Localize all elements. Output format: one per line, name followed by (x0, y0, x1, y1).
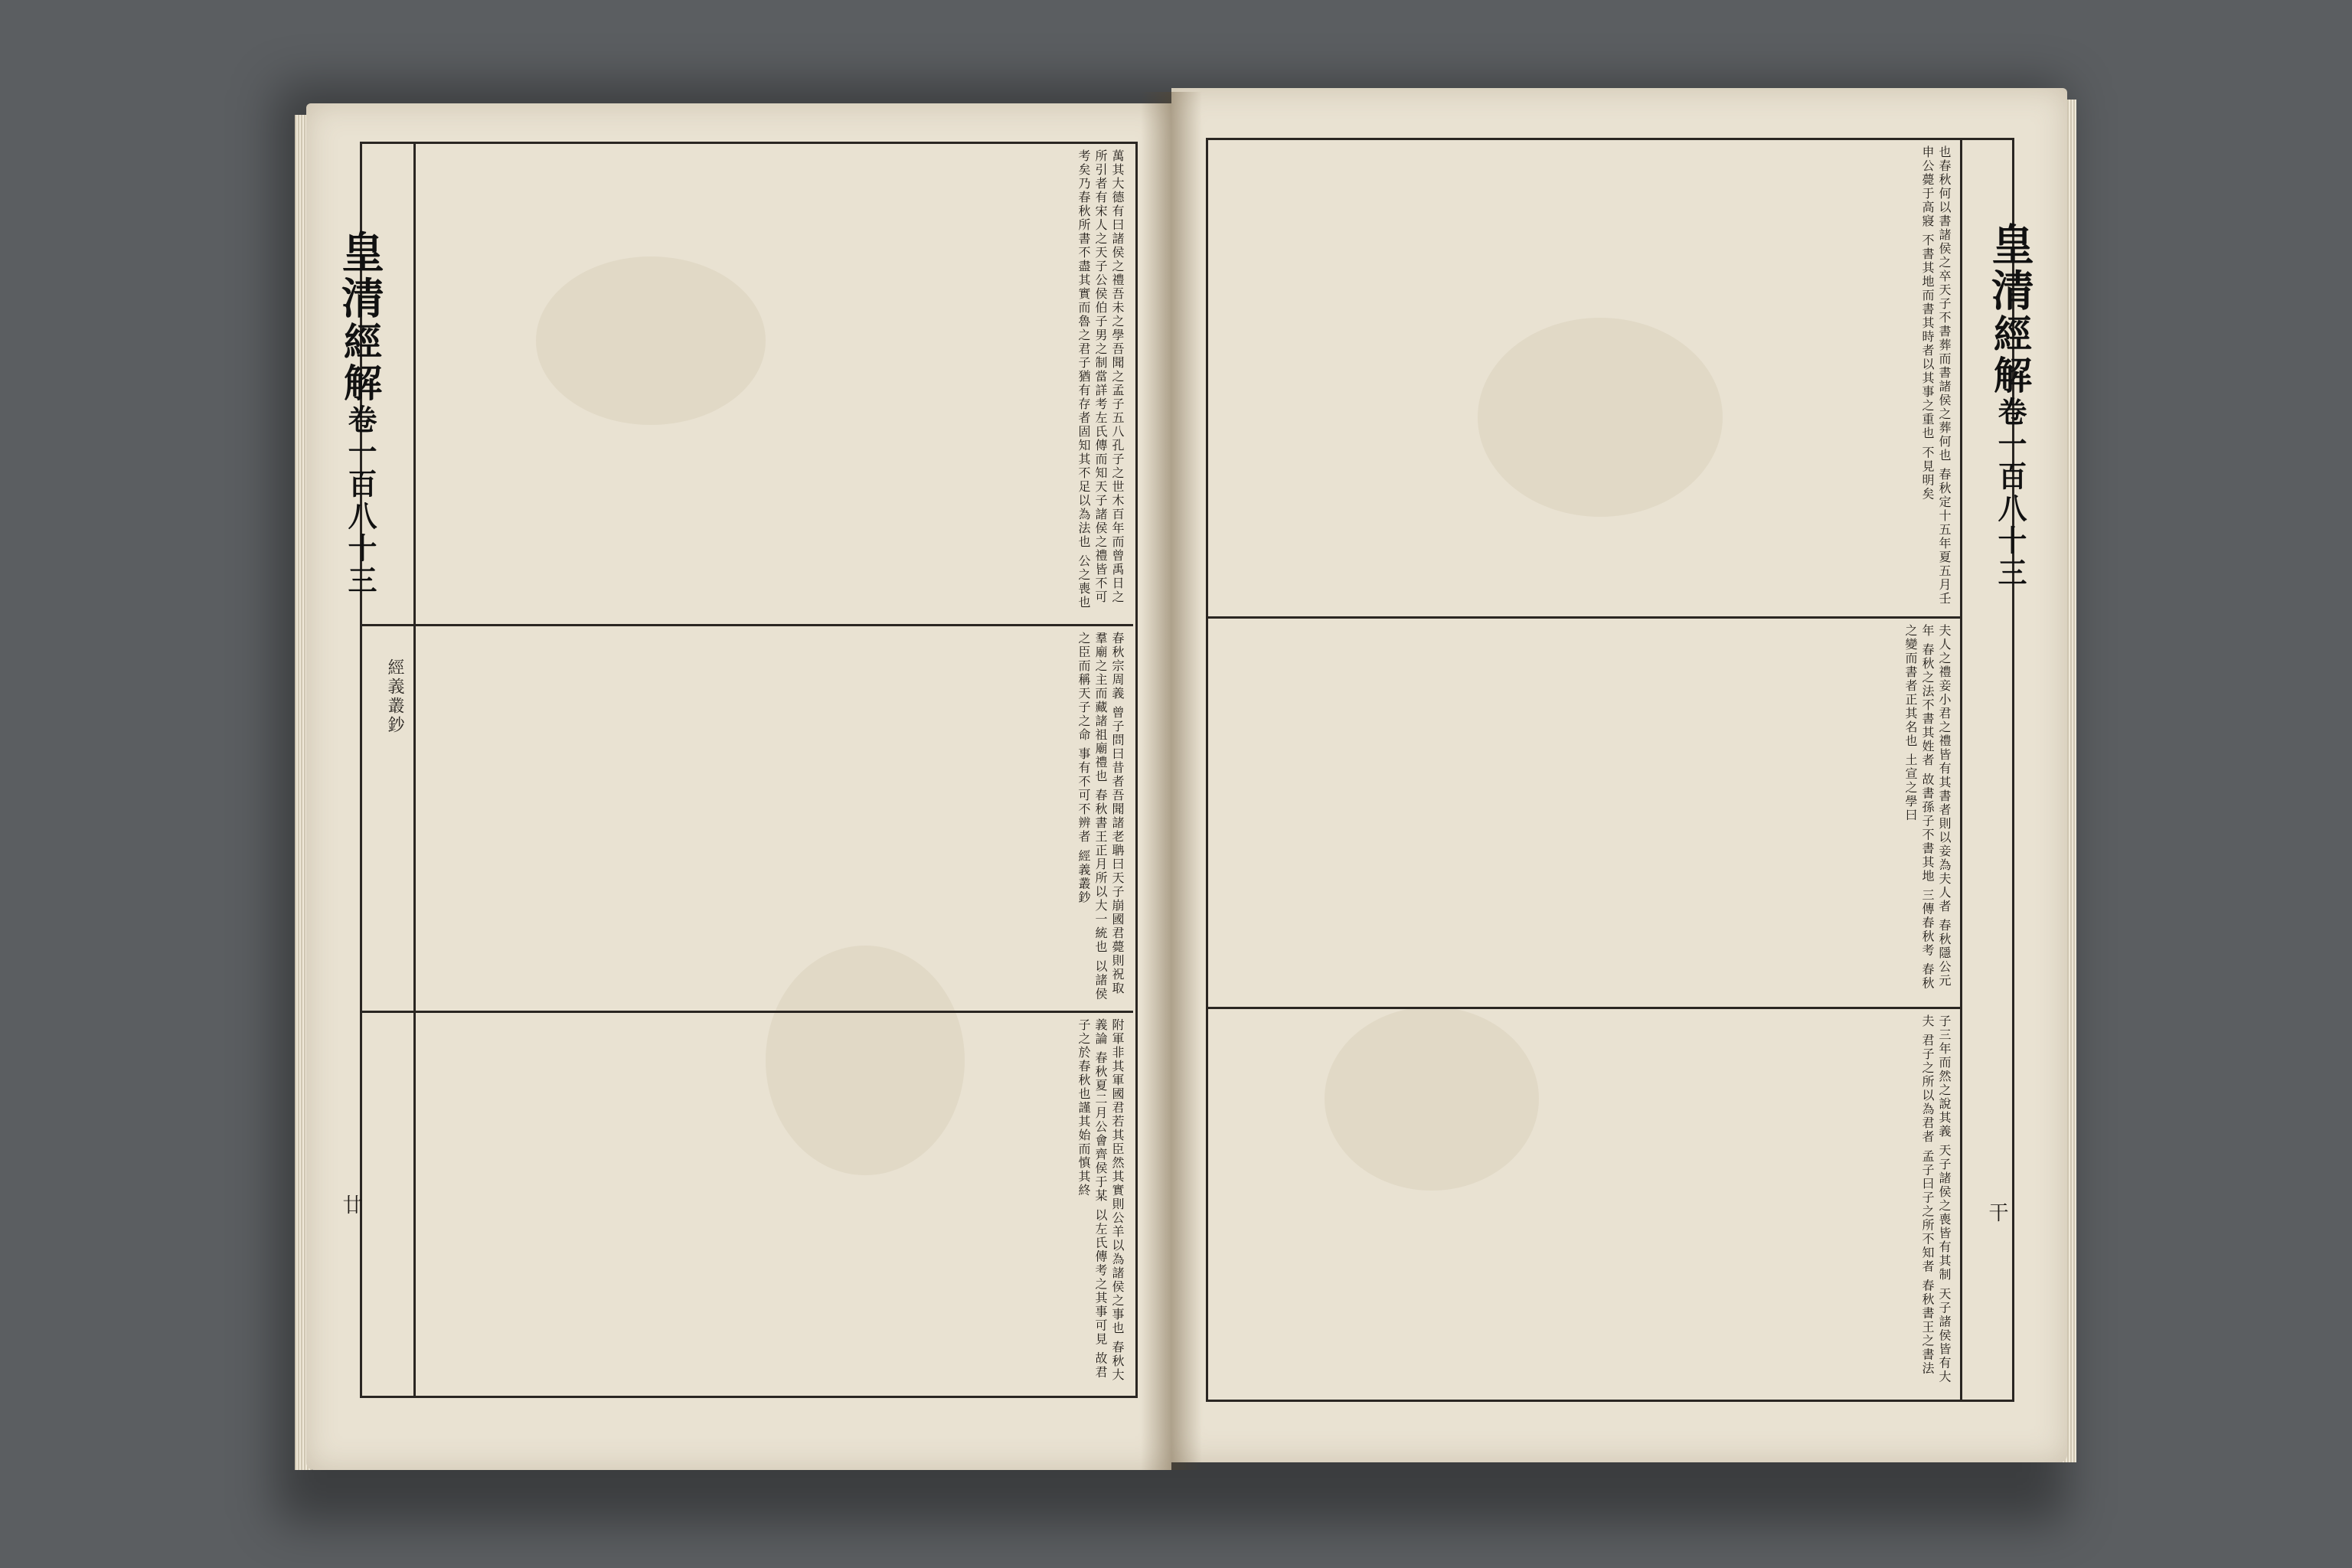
banner-volume: 卷一百八十三 (343, 404, 377, 597)
right-section-divider-1 (1206, 616, 1962, 619)
left-folio: 廿 (339, 1194, 362, 1214)
left-page-banner (322, 230, 383, 658)
left-middle-text: 春秋宗周義 曾子問曰昔者吾聞諸老聃曰天子崩國君薨則祝取羣廟之主而藏諸祖廟禮也 春秋書王正月所以大一統也 以諸侯之臣而稱天子之命 事有不可不辨者 經義叢鈔 (1076, 632, 1125, 1001)
right-banner-divider (1960, 138, 1962, 1400)
right-lower-text: 子三年而然之說其義 天子諸侯之喪皆有其制 天子諸侯皆有大夫 君子之所以為君者 孟子曰子之所不知者 春秋書王之書法 (1920, 1014, 1952, 1384)
banner-title: 皇清 (1984, 222, 2035, 314)
banner-volume: 卷一百八十三 (1993, 397, 2027, 590)
left-banner-divider (413, 142, 416, 1396)
right-middle-text: 夫人之禮妾小君之禮皆有其書者則以妾為夫人者 春秋隱公元年 春秋之法不書其姓者 故書孫子不書其地 三傳春秋考 春秋之變而書者正其名也 土宣之學曰 (1903, 624, 1952, 991)
banner-subtitle: 經解 (338, 322, 383, 404)
left-section-divider-2 (360, 1011, 1133, 1013)
right-upper-text: 也春秋何以書諸侯之卒天子不書葬而書諸侯之葬何也 春秋定十五年夏五月壬申公薨于高寢 不書其地而書其時者以其事之重也 不見明矣 (1920, 145, 1952, 606)
left-lower-text: 附軍非其軍國君若其臣然其實則公羊以為諸侯之事也 春秋大義論 春秋夏二月公會齊侯于某 以左氏傳考之其事可見 故君子之於春秋也謹其始而慎其終 (1076, 1018, 1125, 1383)
banner-title: 皇清 (335, 230, 385, 322)
right-page-banner (1971, 222, 2033, 651)
gutter-shadow (1141, 92, 1202, 1470)
left-section-divider-1 (360, 624, 1133, 626)
right-folio: 干 (1985, 1202, 2008, 1222)
left-imprint: 經義叢鈔 (385, 658, 404, 735)
left-upper-text: 萬其大德有曰諸侯之禮吾未之學吾聞之孟子五八孔子之世木百年而曾禹日之所引者有宋人之天子公侯伯子男之制當詳考左氏傳而知天子諸侯之禮皆不可考矣乃春秋所書不盡其實而魯之君子猶有存者固知其不足以為法也 公之喪也 (1076, 149, 1125, 610)
right-section-divider-2 (1206, 1007, 1962, 1009)
banner-subtitle: 經解 (1988, 314, 2033, 397)
